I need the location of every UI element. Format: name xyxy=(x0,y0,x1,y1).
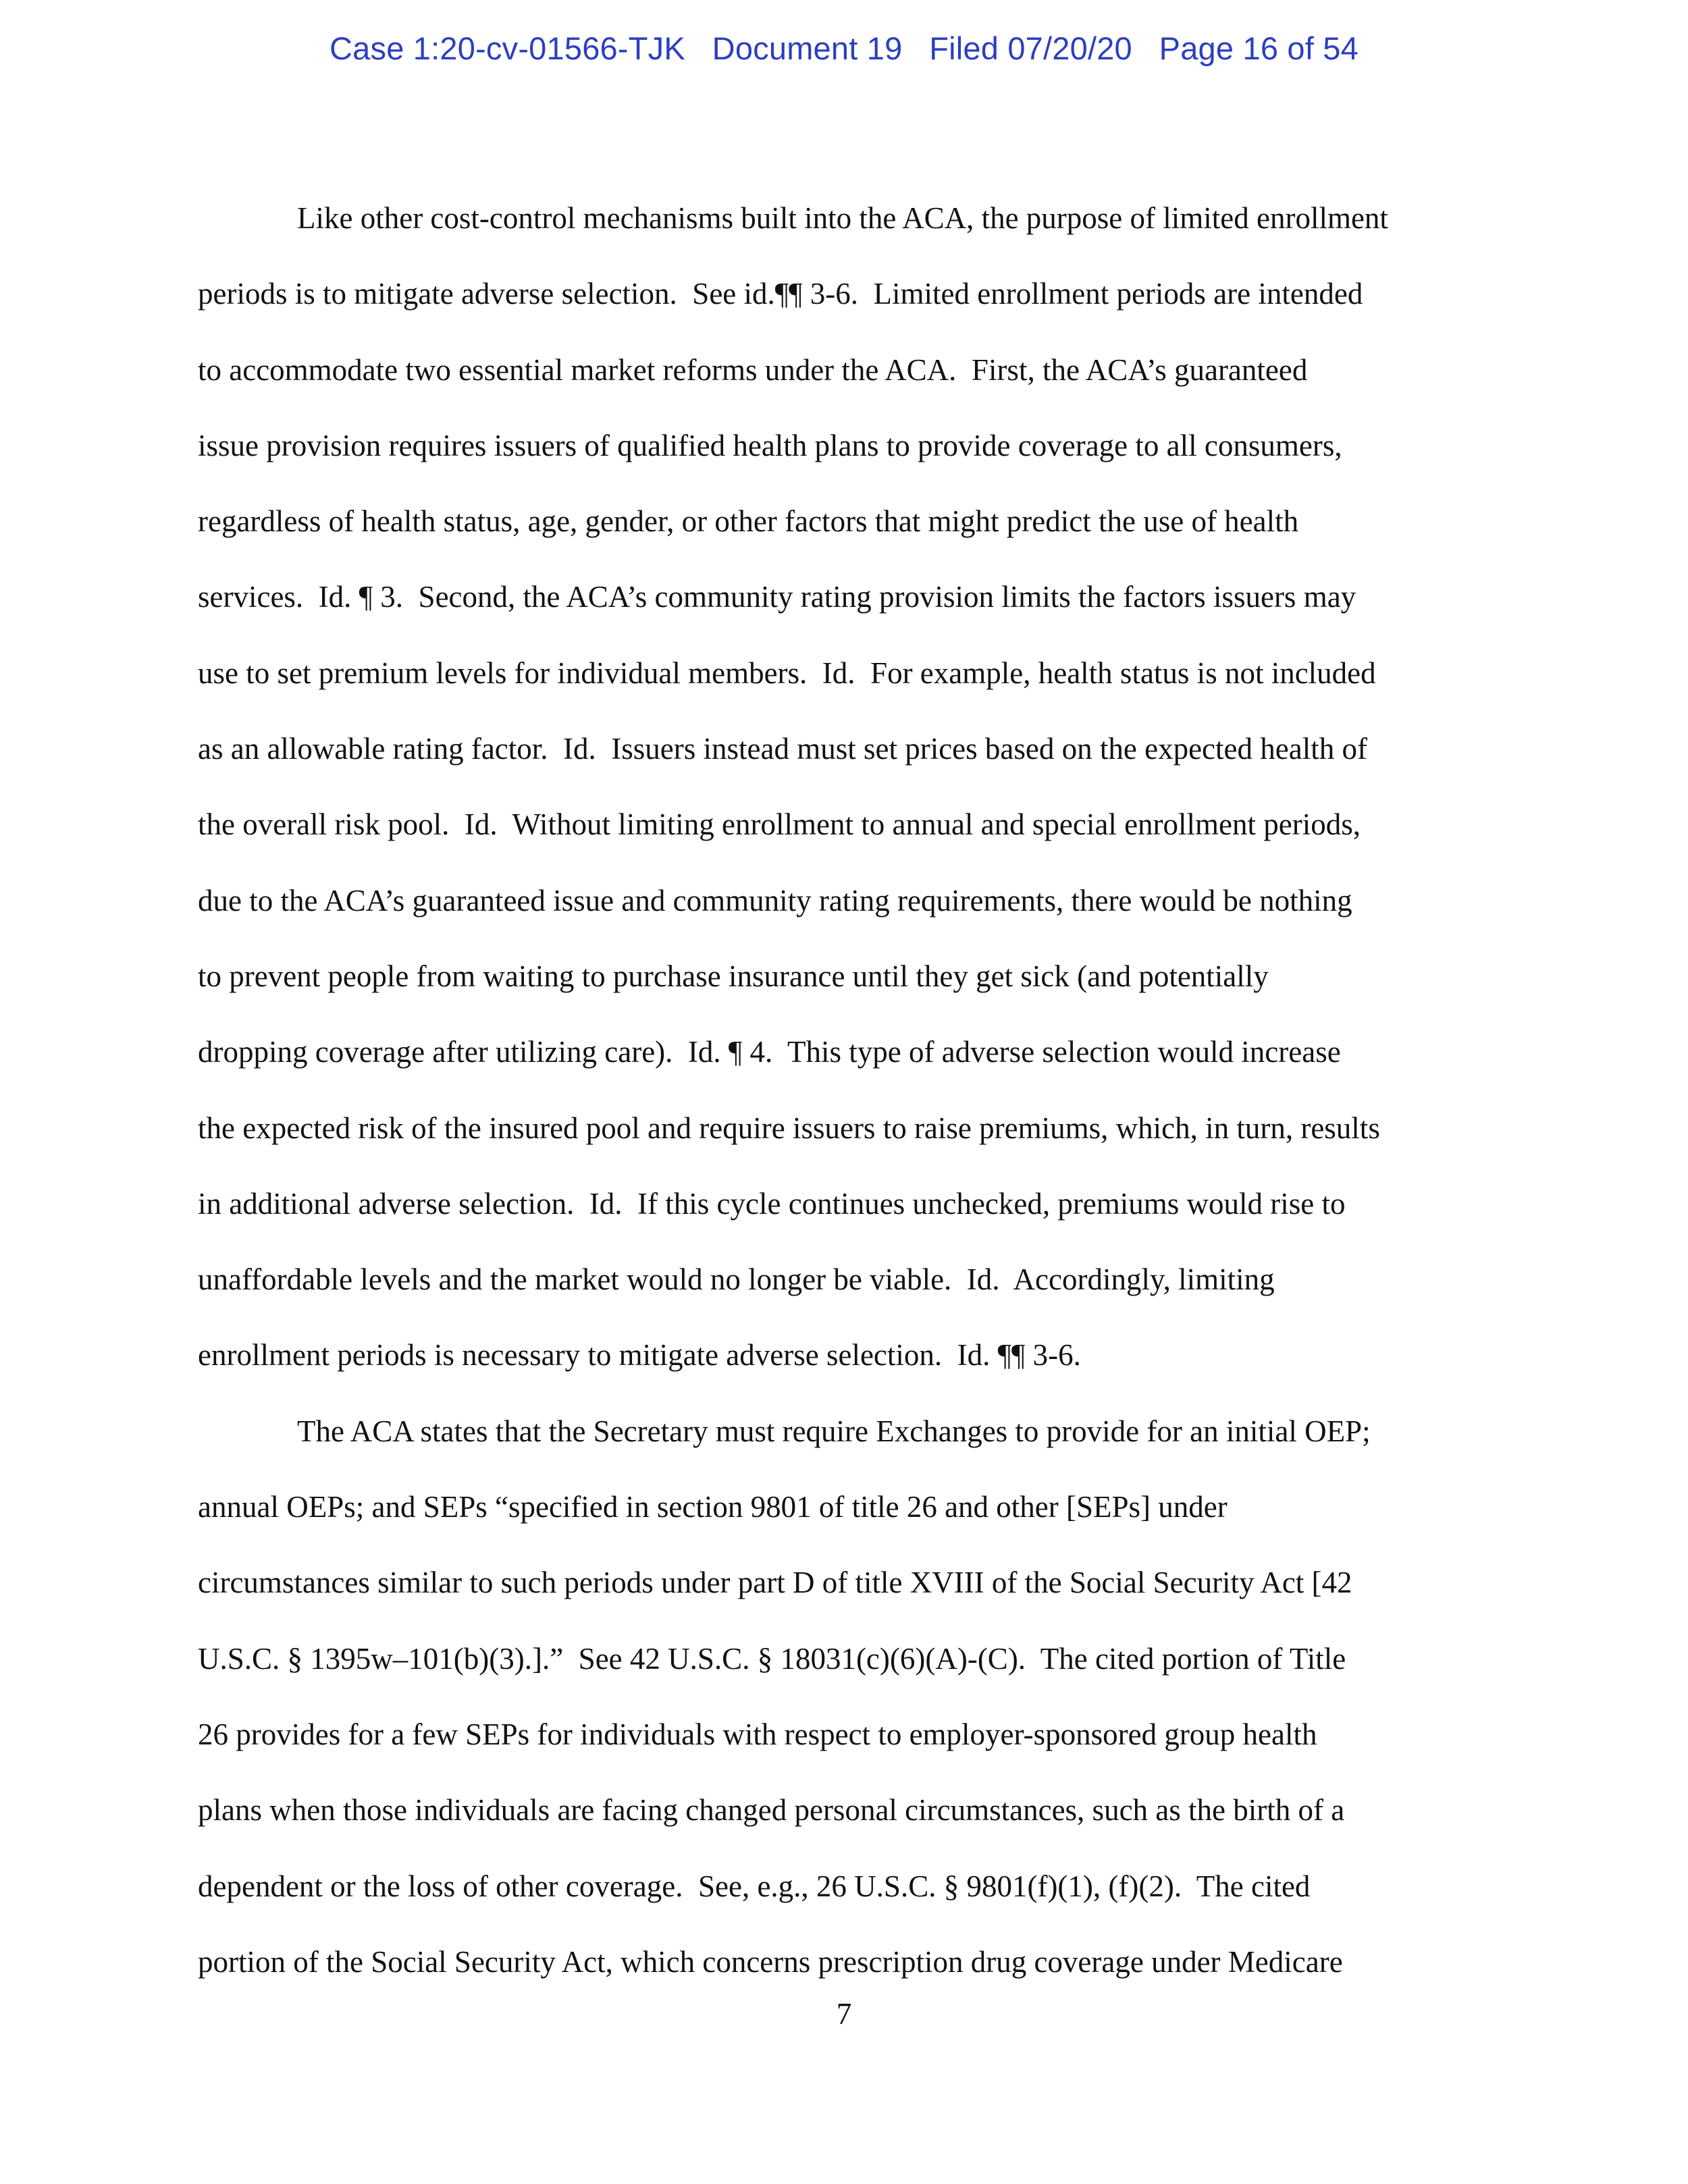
paragraph-line: dropping coverage after utilizing care). Id. ¶ 4. This type of adverse selection would increase xyxy=(198,1035,1341,1069)
paragraph-line: The ACA states that the Secretary must require Exchanges to provide for an initial OEP; xyxy=(297,1414,1371,1448)
paragraph-line: Like other cost-control mechanisms built into the ACA, the purpose of limited enrollment xyxy=(297,201,1388,235)
page-number: 7 xyxy=(836,1997,852,2031)
paragraph-line: the overall risk pool. Id. Without limiting enrollment to annual and special enrollment periods, xyxy=(198,807,1361,842)
paragraph-line: the expected risk of the insured pool and require issuers to raise premiums, which, in turn, results xyxy=(198,1111,1380,1145)
paragraph-line: services. Id. ¶ 3. Second, the ACA’s community rating provision limits the factors issuers may xyxy=(198,580,1356,614)
paragraph-line: as an allowable rating factor. Id. Issuers instead must set prices based on the expected health of xyxy=(198,732,1367,766)
paragraph-line: plans when those individuals are facing changed personal circumstances, such as the birth of a xyxy=(198,1793,1345,1828)
paragraph-line: annual OEPs; and SEPs “specified in section 9801 of title 26 and other [SEPs] under xyxy=(198,1490,1228,1524)
case-header xyxy=(0,30,1688,67)
paragraph-line: portion of the Social Security Act, which concerns prescription drug coverage under Medicare xyxy=(198,1944,1343,1979)
paragraph-line: circumstances similar to such periods under part D of title XVIII of the Social Security Act [42 xyxy=(198,1566,1352,1600)
paragraph-line: 26 provides for a few SEPs for individuals with respect to employer-sponsored group health xyxy=(198,1717,1317,1751)
document-body xyxy=(198,192,1514,2012)
page-indicator: Page 16 of 54 xyxy=(1159,30,1359,66)
document-number: Document 19 xyxy=(712,30,903,66)
paragraph-line: issue provision requires issuers of qualified health plans to provide coverage to all consumers, xyxy=(198,428,1342,462)
paragraph-line: to accommodate two essential market reforms under the ACA. First, the ACA’s guaranteed xyxy=(198,352,1308,387)
paragraph-line: due to the ACA’s guaranteed issue and community rating requirements, there would be nothing xyxy=(198,883,1352,917)
paragraph-line: periods is to mitigate adverse selection. See id.¶¶ 3-6. Limited enrollment periods are intended xyxy=(198,277,1363,311)
paragraph-line: U.S.C. § 1395w–101(b)(3).].” See 42 U.S.C. § 18031(c)(6)(A)-(C). The cited portion of Title xyxy=(198,1641,1346,1676)
paragraph-line: unaffordable levels and the market would no longer be viable. Id. Accordingly, limiting xyxy=(198,1262,1275,1297)
paragraph-line: to prevent people from waiting to purchase insurance until they get sick (and potentially xyxy=(198,959,1269,993)
filed-date: Filed 07/20/20 xyxy=(929,30,1132,66)
paragraph-line: use to set premium levels for individual members. Id. For example, health status is not included xyxy=(198,656,1376,690)
paragraph-line: enrollment periods is necessary to mitigate adverse selection. Id. ¶¶ 3-6. xyxy=(198,1338,1081,1373)
case-number: Case 1:20-cv-01566-TJK xyxy=(329,30,685,66)
paragraph-line: dependent or the loss of other coverage. See, e.g., 26 U.S.C. § 9801(f)(1), (f)(2). The cited xyxy=(198,1869,1311,1903)
paragraph-line: in additional adverse selection. Id. If this cycle continues unchecked, premiums would rise to xyxy=(198,1186,1346,1221)
paragraph-line: regardless of health status, age, gender, or other factors that might predict the use of health xyxy=(198,504,1299,539)
